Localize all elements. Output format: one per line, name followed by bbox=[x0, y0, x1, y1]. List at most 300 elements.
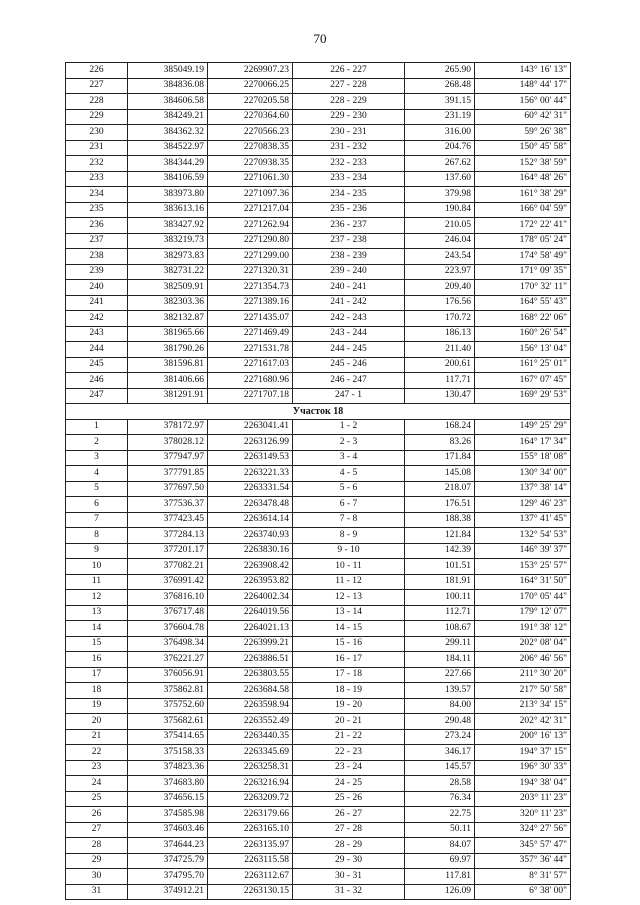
table-row bbox=[66, 450, 571, 466]
distance-cell: 112.71 bbox=[405, 605, 475, 621]
y-coordinate-cell: 2263803.55 bbox=[208, 667, 293, 683]
x-coordinate-cell: 384606.58 bbox=[128, 94, 208, 110]
segment-cell: 240 - 241 bbox=[293, 280, 405, 296]
point-number-cell: 242 bbox=[66, 311, 128, 327]
distance-cell: 50.11 bbox=[405, 822, 475, 838]
y-coordinate-cell: 2263135.97 bbox=[208, 838, 293, 854]
point-number-cell: 246 bbox=[66, 373, 128, 389]
y-coordinate-cell: 2263165.10 bbox=[208, 822, 293, 838]
segment-cell: 236 - 237 bbox=[293, 218, 405, 234]
segment-cell: 3 - 4 bbox=[293, 450, 405, 466]
x-coordinate-cell: 377284.13 bbox=[128, 528, 208, 544]
direction-angle-cell: 164° 48' 26" bbox=[475, 171, 571, 187]
point-number-cell: 238 bbox=[66, 249, 128, 265]
table-row bbox=[66, 171, 571, 187]
direction-angle-cell: 137° 38' 14" bbox=[475, 481, 571, 497]
segment-cell: 25 - 26 bbox=[293, 791, 405, 807]
segment-cell: 26 - 27 bbox=[293, 807, 405, 823]
table-row bbox=[66, 838, 571, 854]
distance-cell: 184.11 bbox=[405, 652, 475, 668]
table-row bbox=[66, 528, 571, 544]
distance-cell: 231.19 bbox=[405, 109, 475, 125]
table-row bbox=[66, 233, 571, 249]
x-coordinate-cell: 384362.32 bbox=[128, 125, 208, 141]
direction-angle-cell: 202° 08' 04" bbox=[475, 636, 571, 652]
segment-cell: 11 - 12 bbox=[293, 574, 405, 590]
segment-cell: 31 - 32 bbox=[293, 884, 405, 900]
y-coordinate-cell: 2263331.54 bbox=[208, 481, 293, 497]
table-row bbox=[66, 140, 571, 156]
direction-angle-cell: 164° 55' 43" bbox=[475, 295, 571, 311]
distance-cell: 299.11 bbox=[405, 636, 475, 652]
direction-angle-cell: 161° 38' 29" bbox=[475, 187, 571, 203]
distance-cell: 379.98 bbox=[405, 187, 475, 203]
segment-cell: 14 - 15 bbox=[293, 621, 405, 637]
x-coordinate-cell: 382303.36 bbox=[128, 295, 208, 311]
point-number-cell: 18 bbox=[66, 683, 128, 699]
table-row bbox=[66, 295, 571, 311]
y-coordinate-cell: 2271290.80 bbox=[208, 233, 293, 249]
point-number-cell: 231 bbox=[66, 140, 128, 156]
table-row bbox=[66, 791, 571, 807]
y-coordinate-cell: 2270364.60 bbox=[208, 109, 293, 125]
x-coordinate-cell: 374656.15 bbox=[128, 791, 208, 807]
table-row bbox=[66, 636, 571, 652]
segment-cell: 15 - 16 bbox=[293, 636, 405, 652]
x-coordinate-cell: 384106.59 bbox=[128, 171, 208, 187]
point-number-cell: 14 bbox=[66, 621, 128, 637]
direction-angle-cell: 8° 31' 57" bbox=[475, 869, 571, 885]
x-coordinate-cell: 376604.78 bbox=[128, 621, 208, 637]
y-coordinate-cell: 2270066.25 bbox=[208, 78, 293, 94]
distance-cell: 69.97 bbox=[405, 853, 475, 869]
point-number-cell: 226 bbox=[66, 63, 128, 79]
x-coordinate-cell: 375752.60 bbox=[128, 698, 208, 714]
point-number-cell: 244 bbox=[66, 342, 128, 358]
segment-cell: 24 - 25 bbox=[293, 776, 405, 792]
table-row bbox=[66, 466, 571, 482]
point-number-cell: 236 bbox=[66, 218, 128, 234]
table-row bbox=[66, 760, 571, 776]
segment-cell: 9 - 10 bbox=[293, 543, 405, 559]
section-header-row bbox=[66, 404, 571, 420]
segment-cell: 244 - 245 bbox=[293, 342, 405, 358]
segment-cell: 30 - 31 bbox=[293, 869, 405, 885]
y-coordinate-cell: 2271299.00 bbox=[208, 249, 293, 265]
y-coordinate-cell: 2263614.14 bbox=[208, 512, 293, 528]
x-coordinate-cell: 376221.27 bbox=[128, 652, 208, 668]
y-coordinate-cell: 2270205.58 bbox=[208, 94, 293, 110]
distance-cell: 100.11 bbox=[405, 590, 475, 606]
x-coordinate-cell: 376991.42 bbox=[128, 574, 208, 590]
table-row bbox=[66, 94, 571, 110]
point-number-cell: 28 bbox=[66, 838, 128, 854]
distance-cell: 267.62 bbox=[405, 156, 475, 172]
direction-angle-cell: 203° 11' 23" bbox=[475, 791, 571, 807]
x-coordinate-cell: 383613.16 bbox=[128, 202, 208, 218]
direction-angle-cell: 150° 45' 58" bbox=[475, 140, 571, 156]
x-coordinate-cell: 374823.36 bbox=[128, 760, 208, 776]
direction-angle-cell: 146° 39' 37" bbox=[475, 543, 571, 559]
x-coordinate-cell: 383973.80 bbox=[128, 187, 208, 203]
direction-angle-cell: 174° 58' 49" bbox=[475, 249, 571, 265]
segment-cell: 238 - 239 bbox=[293, 249, 405, 265]
y-coordinate-cell: 2263830.16 bbox=[208, 543, 293, 559]
y-coordinate-cell: 2263149.53 bbox=[208, 450, 293, 466]
direction-angle-cell: 191° 38' 12" bbox=[475, 621, 571, 637]
segment-cell: 6 - 7 bbox=[293, 497, 405, 513]
direction-angle-cell: 211° 30' 20" bbox=[475, 667, 571, 683]
segment-cell: 19 - 20 bbox=[293, 698, 405, 714]
table-row bbox=[66, 853, 571, 869]
distance-cell: 273.24 bbox=[405, 729, 475, 745]
direction-angle-cell: 153° 25' 57" bbox=[475, 559, 571, 575]
y-coordinate-cell: 2263041.41 bbox=[208, 419, 293, 435]
y-coordinate-cell: 2271061.30 bbox=[208, 171, 293, 187]
x-coordinate-cell: 377423.45 bbox=[128, 512, 208, 528]
y-coordinate-cell: 2263478.48 bbox=[208, 497, 293, 513]
segment-cell: 18 - 19 bbox=[293, 683, 405, 699]
point-number-cell: 243 bbox=[66, 326, 128, 342]
y-coordinate-cell: 2270938.35 bbox=[208, 156, 293, 172]
point-number-cell: 13 bbox=[66, 605, 128, 621]
distance-cell: 117.81 bbox=[405, 869, 475, 885]
distance-cell: 246.04 bbox=[405, 233, 475, 249]
distance-cell: 84.07 bbox=[405, 838, 475, 854]
segment-cell: 13 - 14 bbox=[293, 605, 405, 621]
direction-angle-cell: 168° 22' 06" bbox=[475, 311, 571, 327]
distance-cell: 101.51 bbox=[405, 559, 475, 575]
x-coordinate-cell: 384836.08 bbox=[128, 78, 208, 94]
segment-cell: 231 - 232 bbox=[293, 140, 405, 156]
direction-angle-cell: 156° 00' 44" bbox=[475, 94, 571, 110]
table-row bbox=[66, 264, 571, 280]
segment-cell: 243 - 244 bbox=[293, 326, 405, 342]
direction-angle-cell: 6° 38' 00" bbox=[475, 884, 571, 900]
point-number-cell: 7 bbox=[66, 512, 128, 528]
segment-cell: 5 - 6 bbox=[293, 481, 405, 497]
x-coordinate-cell: 376498.34 bbox=[128, 636, 208, 652]
x-coordinate-cell: 377201.17 bbox=[128, 543, 208, 559]
direction-angle-cell: 324° 27' 56" bbox=[475, 822, 571, 838]
direction-angle-cell: 164° 17' 34" bbox=[475, 435, 571, 451]
distance-cell: 84.00 bbox=[405, 698, 475, 714]
point-number-cell: 24 bbox=[66, 776, 128, 792]
table-row bbox=[66, 884, 571, 900]
distance-cell: 243.54 bbox=[405, 249, 475, 265]
direction-angle-cell: 196° 30' 33" bbox=[475, 760, 571, 776]
page-number: 70 bbox=[313, 31, 327, 46]
distance-cell: 227.66 bbox=[405, 667, 475, 683]
direction-angle-cell: 206° 46' 56" bbox=[475, 652, 571, 668]
direction-angle-cell: 179° 12' 07" bbox=[475, 605, 571, 621]
y-coordinate-cell: 2263112.67 bbox=[208, 869, 293, 885]
table-row bbox=[66, 326, 571, 342]
table-row bbox=[66, 807, 571, 823]
direction-angle-cell: 194° 37' 15" bbox=[475, 745, 571, 761]
distance-cell: 346.17 bbox=[405, 745, 475, 761]
y-coordinate-cell: 2263209.72 bbox=[208, 791, 293, 807]
y-coordinate-cell: 2263345.69 bbox=[208, 745, 293, 761]
segment-cell: 1 - 2 bbox=[293, 419, 405, 435]
point-number-cell: 232 bbox=[66, 156, 128, 172]
table-row bbox=[66, 342, 571, 358]
y-coordinate-cell: 2263598.94 bbox=[208, 698, 293, 714]
y-coordinate-cell: 2264002.34 bbox=[208, 590, 293, 606]
point-number-cell: 9 bbox=[66, 543, 128, 559]
segment-cell: 22 - 23 bbox=[293, 745, 405, 761]
segment-cell: 2 - 3 bbox=[293, 435, 405, 451]
x-coordinate-cell: 382132.87 bbox=[128, 311, 208, 327]
table-row bbox=[66, 249, 571, 265]
x-coordinate-cell: 381790.26 bbox=[128, 342, 208, 358]
table-row bbox=[66, 683, 571, 699]
direction-angle-cell: 170° 05' 44" bbox=[475, 590, 571, 606]
direction-angle-cell: 167° 07' 45" bbox=[475, 373, 571, 389]
direction-angle-cell: 161° 25' 01" bbox=[475, 357, 571, 373]
distance-cell: 211.40 bbox=[405, 342, 475, 358]
distance-cell: 139.57 bbox=[405, 683, 475, 699]
y-coordinate-cell: 2264021.13 bbox=[208, 621, 293, 637]
point-number-cell: 5 bbox=[66, 481, 128, 497]
distance-cell: 83.26 bbox=[405, 435, 475, 451]
table-row bbox=[66, 388, 571, 404]
point-number-cell: 229 bbox=[66, 109, 128, 125]
x-coordinate-cell: 381965.66 bbox=[128, 326, 208, 342]
table-body-part1 bbox=[66, 63, 571, 404]
table-row bbox=[66, 435, 571, 451]
direction-angle-cell: 137° 41' 45" bbox=[475, 512, 571, 528]
table-row bbox=[66, 357, 571, 373]
distance-cell: 170.72 bbox=[405, 311, 475, 327]
x-coordinate-cell: 374585.98 bbox=[128, 807, 208, 823]
segment-cell: 21 - 22 bbox=[293, 729, 405, 745]
x-coordinate-cell: 377082.21 bbox=[128, 559, 208, 575]
y-coordinate-cell: 2270838.35 bbox=[208, 140, 293, 156]
y-coordinate-cell: 2263258.31 bbox=[208, 760, 293, 776]
point-number-cell: 240 bbox=[66, 280, 128, 296]
x-coordinate-cell: 377791.85 bbox=[128, 466, 208, 482]
segment-cell: 239 - 240 bbox=[293, 264, 405, 280]
y-coordinate-cell: 2271389.16 bbox=[208, 295, 293, 311]
segment-cell: 232 - 233 bbox=[293, 156, 405, 172]
distance-cell: 145.57 bbox=[405, 760, 475, 776]
y-coordinate-cell: 2263126.99 bbox=[208, 435, 293, 451]
x-coordinate-cell: 376816.10 bbox=[128, 590, 208, 606]
direction-angle-cell: 194° 38' 04" bbox=[475, 776, 571, 792]
y-coordinate-cell: 2263953.82 bbox=[208, 574, 293, 590]
point-number-cell: 11 bbox=[66, 574, 128, 590]
direction-angle-cell: 345° 57' 47" bbox=[475, 838, 571, 854]
distance-cell: 316.00 bbox=[405, 125, 475, 141]
x-coordinate-cell: 376717.48 bbox=[128, 605, 208, 621]
distance-cell: 210.05 bbox=[405, 218, 475, 234]
direction-angle-cell: 164° 31' 50" bbox=[475, 574, 571, 590]
x-coordinate-cell: 378172.97 bbox=[128, 419, 208, 435]
direction-angle-cell: 169° 29' 53" bbox=[475, 388, 571, 404]
y-coordinate-cell: 2263115.58 bbox=[208, 853, 293, 869]
x-coordinate-cell: 374912.21 bbox=[128, 884, 208, 900]
point-number-cell: 26 bbox=[66, 807, 128, 823]
table-row bbox=[66, 745, 571, 761]
table-row bbox=[66, 776, 571, 792]
point-number-cell: 237 bbox=[66, 233, 128, 249]
x-coordinate-cell: 383427.92 bbox=[128, 218, 208, 234]
segment-cell: 245 - 246 bbox=[293, 357, 405, 373]
distance-cell: 188.38 bbox=[405, 512, 475, 528]
direction-angle-cell: 172° 22' 41" bbox=[475, 218, 571, 234]
y-coordinate-cell: 2263216.94 bbox=[208, 776, 293, 792]
x-coordinate-cell: 375414.65 bbox=[128, 729, 208, 745]
x-coordinate-cell: 385049.19 bbox=[128, 63, 208, 79]
segment-cell: 242 - 243 bbox=[293, 311, 405, 327]
segment-cell: 29 - 30 bbox=[293, 853, 405, 869]
x-coordinate-cell: 377697.50 bbox=[128, 481, 208, 497]
y-coordinate-cell: 2263179.66 bbox=[208, 807, 293, 823]
distance-cell: 391.15 bbox=[405, 94, 475, 110]
point-number-cell: 4 bbox=[66, 466, 128, 482]
section-header-row-group bbox=[66, 404, 571, 420]
direction-angle-cell: 171° 09' 35" bbox=[475, 264, 571, 280]
point-number-cell: 30 bbox=[66, 869, 128, 885]
direction-angle-cell: 200° 16' 13" bbox=[475, 729, 571, 745]
direction-angle-cell: 148° 44' 17" bbox=[475, 78, 571, 94]
distance-cell: 176.51 bbox=[405, 497, 475, 513]
direction-angle-cell: 60° 42' 31" bbox=[475, 109, 571, 125]
point-number-cell: 230 bbox=[66, 125, 128, 141]
direction-angle-cell: 178° 05' 24" bbox=[475, 233, 571, 249]
y-coordinate-cell: 2263886.51 bbox=[208, 652, 293, 668]
distance-cell: 142.39 bbox=[405, 543, 475, 559]
y-coordinate-cell: 2263684.58 bbox=[208, 683, 293, 699]
point-number-cell: 16 bbox=[66, 652, 128, 668]
y-coordinate-cell: 2263221.33 bbox=[208, 466, 293, 482]
direction-angle-cell: 213° 34' 15" bbox=[475, 698, 571, 714]
table-row bbox=[66, 202, 571, 218]
table-row bbox=[66, 156, 571, 172]
x-coordinate-cell: 384344.29 bbox=[128, 156, 208, 172]
point-number-cell: 17 bbox=[66, 667, 128, 683]
distance-cell: 181.91 bbox=[405, 574, 475, 590]
table-row bbox=[66, 559, 571, 575]
x-coordinate-cell: 383219.73 bbox=[128, 233, 208, 249]
point-number-cell: 1 bbox=[66, 419, 128, 435]
segment-cell: 226 - 227 bbox=[293, 63, 405, 79]
table-row bbox=[66, 621, 571, 637]
x-coordinate-cell: 374603.46 bbox=[128, 822, 208, 838]
y-coordinate-cell: 2270566.23 bbox=[208, 125, 293, 141]
distance-cell: 176.56 bbox=[405, 295, 475, 311]
point-number-cell: 3 bbox=[66, 450, 128, 466]
direction-angle-cell: 152° 38' 59" bbox=[475, 156, 571, 172]
y-coordinate-cell: 2271531.78 bbox=[208, 342, 293, 358]
x-coordinate-cell: 384249.21 bbox=[128, 109, 208, 125]
distance-cell: 137.60 bbox=[405, 171, 475, 187]
section-title: Участок 18 bbox=[66, 404, 571, 420]
table-body-part2 bbox=[66, 419, 571, 900]
y-coordinate-cell: 2264019.56 bbox=[208, 605, 293, 621]
distance-cell: 117.71 bbox=[405, 373, 475, 389]
segment-cell: 10 - 11 bbox=[293, 559, 405, 575]
direction-angle-cell: 143° 16' 13" bbox=[475, 63, 571, 79]
segment-cell: 241 - 242 bbox=[293, 295, 405, 311]
direction-angle-cell: 149° 25' 29" bbox=[475, 419, 571, 435]
point-number-cell: 239 bbox=[66, 264, 128, 280]
y-coordinate-cell: 2263440.35 bbox=[208, 729, 293, 745]
distance-cell: 223.97 bbox=[405, 264, 475, 280]
segment-cell: 228 - 229 bbox=[293, 94, 405, 110]
segment-cell: 8 - 9 bbox=[293, 528, 405, 544]
table-row bbox=[66, 419, 571, 435]
segment-cell: 227 - 228 bbox=[293, 78, 405, 94]
x-coordinate-cell: 381291.91 bbox=[128, 388, 208, 404]
x-coordinate-cell: 382731.22 bbox=[128, 264, 208, 280]
table-row bbox=[66, 125, 571, 141]
direction-angle-cell: 155° 18' 08" bbox=[475, 450, 571, 466]
table-row bbox=[66, 543, 571, 559]
x-coordinate-cell: 382973.83 bbox=[128, 249, 208, 265]
table-row bbox=[66, 729, 571, 745]
x-coordinate-cell: 381596.81 bbox=[128, 357, 208, 373]
segment-cell: 234 - 235 bbox=[293, 187, 405, 203]
segment-cell: 17 - 18 bbox=[293, 667, 405, 683]
table-row bbox=[66, 605, 571, 621]
x-coordinate-cell: 376056.91 bbox=[128, 667, 208, 683]
direction-angle-cell: 166° 04' 59" bbox=[475, 202, 571, 218]
x-coordinate-cell: 374683.80 bbox=[128, 776, 208, 792]
table-row bbox=[66, 698, 571, 714]
y-coordinate-cell: 2271262.94 bbox=[208, 218, 293, 234]
point-number-cell: 228 bbox=[66, 94, 128, 110]
point-number-cell: 21 bbox=[66, 729, 128, 745]
x-coordinate-cell: 384522.97 bbox=[128, 140, 208, 156]
point-number-cell: 2 bbox=[66, 435, 128, 451]
point-number-cell: 23 bbox=[66, 760, 128, 776]
table-row bbox=[66, 512, 571, 528]
direction-angle-cell: 130° 34' 00" bbox=[475, 466, 571, 482]
direction-angle-cell: 170° 32' 11" bbox=[475, 280, 571, 296]
distance-cell: 268.48 bbox=[405, 78, 475, 94]
point-number-cell: 235 bbox=[66, 202, 128, 218]
y-coordinate-cell: 2271469.49 bbox=[208, 326, 293, 342]
segment-cell: 229 - 230 bbox=[293, 109, 405, 125]
y-coordinate-cell: 2271354.73 bbox=[208, 280, 293, 296]
segment-cell: 247 - 1 bbox=[293, 388, 405, 404]
table-row bbox=[66, 373, 571, 389]
table-row bbox=[66, 280, 571, 296]
point-number-cell: 241 bbox=[66, 295, 128, 311]
x-coordinate-cell: 374795.70 bbox=[128, 869, 208, 885]
distance-cell: 204.76 bbox=[405, 140, 475, 156]
distance-cell: 171.84 bbox=[405, 450, 475, 466]
x-coordinate-cell: 375158.33 bbox=[128, 745, 208, 761]
direction-angle-cell: 217° 50' 58" bbox=[475, 683, 571, 699]
distance-cell: 200.61 bbox=[405, 357, 475, 373]
distance-cell: 209.40 bbox=[405, 280, 475, 296]
distance-cell: 290.48 bbox=[405, 714, 475, 730]
coordinates-table bbox=[65, 62, 571, 900]
segment-cell: 230 - 231 bbox=[293, 125, 405, 141]
distance-cell: 130.47 bbox=[405, 388, 475, 404]
segment-cell: 28 - 29 bbox=[293, 838, 405, 854]
table-row bbox=[66, 822, 571, 838]
y-coordinate-cell: 2271707.18 bbox=[208, 388, 293, 404]
direction-angle-cell: 202° 42' 31" bbox=[475, 714, 571, 730]
x-coordinate-cell: 375862.81 bbox=[128, 683, 208, 699]
y-coordinate-cell: 2271617.03 bbox=[208, 357, 293, 373]
y-coordinate-cell: 2263552.49 bbox=[208, 714, 293, 730]
x-coordinate-cell: 375682.61 bbox=[128, 714, 208, 730]
